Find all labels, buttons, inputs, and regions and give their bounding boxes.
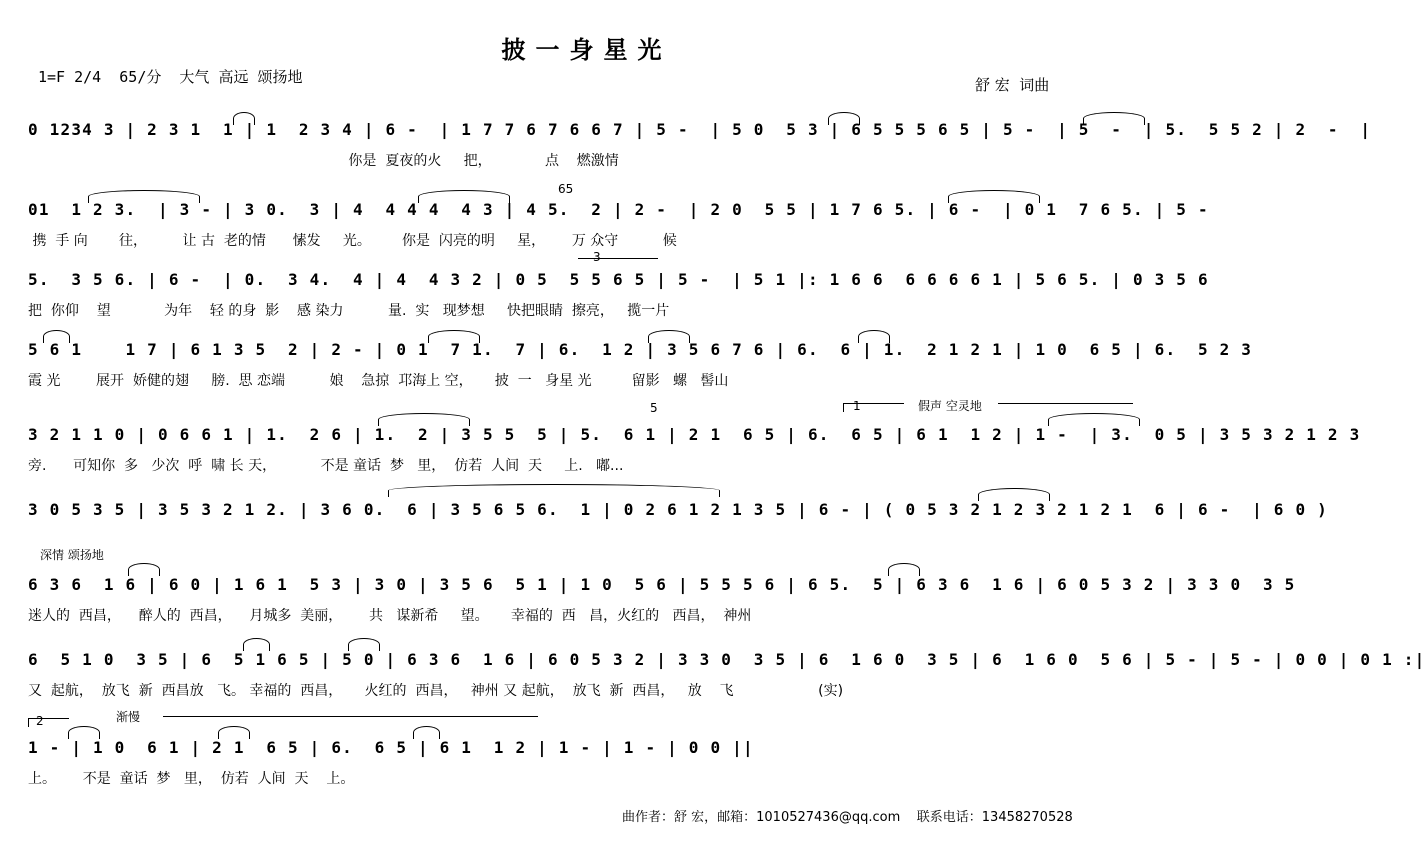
- song-author: 舒 宏 词曲: [975, 76, 1050, 94]
- slur: [128, 563, 160, 576]
- slur: [348, 638, 380, 651]
- slur: [948, 190, 1040, 203]
- row-lyrics: 霞 光 展开 娇健的翅 膀. 思 恋端 娘 急掠 邛海上 空， 披 一 身星 光 留影 螺 髻山: [28, 373, 729, 389]
- grace-note: 5: [650, 401, 658, 415]
- slur: [378, 413, 470, 426]
- slur: [43, 330, 70, 343]
- slur: [1048, 413, 1140, 426]
- row-lyrics: 迷人的 西昌， 醉人的 西昌， 月城多 美丽， 共 谋新希 望。 幸福的 西 昌，火红的 西昌， 神州: [28, 608, 752, 624]
- row-notes: 5. 3 5 6. | 6 - | 0. 3 4. 4 | 4 4 3 2 | 0 5 5 5 6 5 | 5 - | 5 1 |: 1 6 6 6 6 6 6 1 | 5 6 5. | 0 3 5 6: [28, 270, 1220, 289]
- slur: [413, 726, 440, 739]
- row-lyrics: 旁. 可知你 多 少次 呼 啸 长 天， 不是 童话 梦 里， 仿若 人间 天 上. 嘟...: [28, 458, 624, 474]
- grace-note: 65: [558, 182, 574, 196]
- row-lyrics: 你是 夏夜的火 把， 点 燃激情: [28, 153, 619, 169]
- slur: [858, 330, 890, 343]
- row-lyrics: 携 手 向 往， 让 古 老的情 愫发 光。 你是 闪亮的明 星， 万 众守 候: [28, 233, 677, 249]
- row-notes: 3 2 1 1 0 | 0 6 6 1 | 1. 2 6 | 1. 2 | 3 5 5 5 | 5. 6 1 | 2 1 6 5 | 6. 6 5 | 6 1 1 2 | 1 - | 3. 0 5 | 3 5 3 2 1 2 3: [28, 425, 1361, 444]
- ritardando-marking: 渐慢: [116, 710, 141, 724]
- slur: [218, 726, 250, 739]
- song-title: 披一身星光: [501, 36, 672, 64]
- slur: [828, 112, 860, 125]
- row-lyrics: 上。 不是 童话 梦 里， 仿若 人间 天 上。: [28, 771, 355, 787]
- volta-1-label: 1: [853, 399, 861, 413]
- row-notes: 1 - | 1 0 6 1 | 2 1 6 5 | 6. 6 5 | 6 1 1 2 | 1 - | 1 - | 0 0 ||: [28, 738, 754, 757]
- slur: [428, 330, 480, 343]
- slur: [418, 190, 510, 203]
- row-lyrics: 又 起航， 放飞 新 西昌放 飞。 幸福的 西昌， 火红的 西昌， 神州 又 起航， 放飞 新 西昌， 放 飞 (实): [28, 683, 844, 699]
- row-notes: 5 6 1 1 7 | 6 1 3 5 2 | 2 - | 0 1 7 1. 7 | 6. 1 2 | 3 5 6 7 6 | 6. 6 | 1. 2 1 2 1 | 1 0 6 5 | 6. 5 2 3: [28, 340, 1253, 359]
- song-meta: 1=F 2/4 65/分 大气 高远 颂扬地: [38, 68, 303, 86]
- volta-2: [28, 718, 69, 727]
- row-lyrics: 把 你仰 望 为年 轻 的身 影 感 染力 量. 实 现梦想 快把眼睛 擦亮， 揽一片: [28, 303, 670, 319]
- slur: [648, 330, 690, 343]
- row-notes: 6 3 6 1 6 | 6 0 | 1 6 1 5 3 | 3 0 | 3 5 6 5 1 | 1 0 5 6 | 5 5 5 6 | 6 5. 5 | 6 3 6 1 6 | 6 0 5 3 2 | 3 3 0 3 5: [28, 575, 1296, 594]
- slur: [888, 563, 920, 576]
- falsetto-marking: 假声 空灵地: [918, 399, 982, 413]
- row-notes: 01 1 2 3. | 3 - | 3 0. 3 | 4 4 4 4 4 3 | 4 5. 2 | 2 - | 2 0 5 5 | 1 7 6 5. | 6 - | 0 1 7 6 5. | 5 -: [28, 200, 1220, 219]
- row-notes: 3 0 5 3 5 | 3 5 3 2 1 2. | 3 6 0. 6 | 3 5 6 5 6. 1 | 0 2 6 1 2 1 3 5 | 6 - | ( 0 5 3 2 1 2 3 2 1 2 1 6 | 6 - | 6 0 ): [28, 500, 1328, 519]
- slur: [388, 484, 720, 497]
- slur: [978, 488, 1050, 501]
- row-notes: 0 1234 3 | 2 3 1 1 | 1 2 3 4 | 6 - | 1 7 7 6 7 6 6 7 | 5 - | 5 0 5 3 | 6 5 5 5 6 5 | 5 - | 5 - | 5. 5 5 2 | 2 - |: [28, 120, 1372, 139]
- expression-marking: 深情 颂扬地: [40, 548, 104, 562]
- triplet-mark: 3: [593, 250, 601, 264]
- slur: [1083, 112, 1145, 125]
- row-notes: 6 5 1 0 3 5 | 6 5 1 6 5 | 5 0 | 6 3 6 1 6 | 6 0 5 3 2 | 3 3 0 3 5 | 6 1 6 0 3 5 | 6 1 6 0 5 6 | 5 - | 5 - | 0 0 | 0 1 :|: [28, 650, 1425, 669]
- slur: [233, 112, 255, 125]
- ritardando-line: [163, 716, 538, 717]
- footer-contact: 曲作者：舒 宏，邮箱：1010527436@qq.com 联系电话：13458270528: [622, 810, 1073, 825]
- slur: [88, 190, 200, 203]
- volta-2-label: 2: [36, 714, 44, 728]
- slur: [243, 638, 270, 651]
- falsetto-line: [998, 403, 1133, 404]
- triplet-bracket: [578, 258, 658, 259]
- slur: [68, 726, 100, 739]
